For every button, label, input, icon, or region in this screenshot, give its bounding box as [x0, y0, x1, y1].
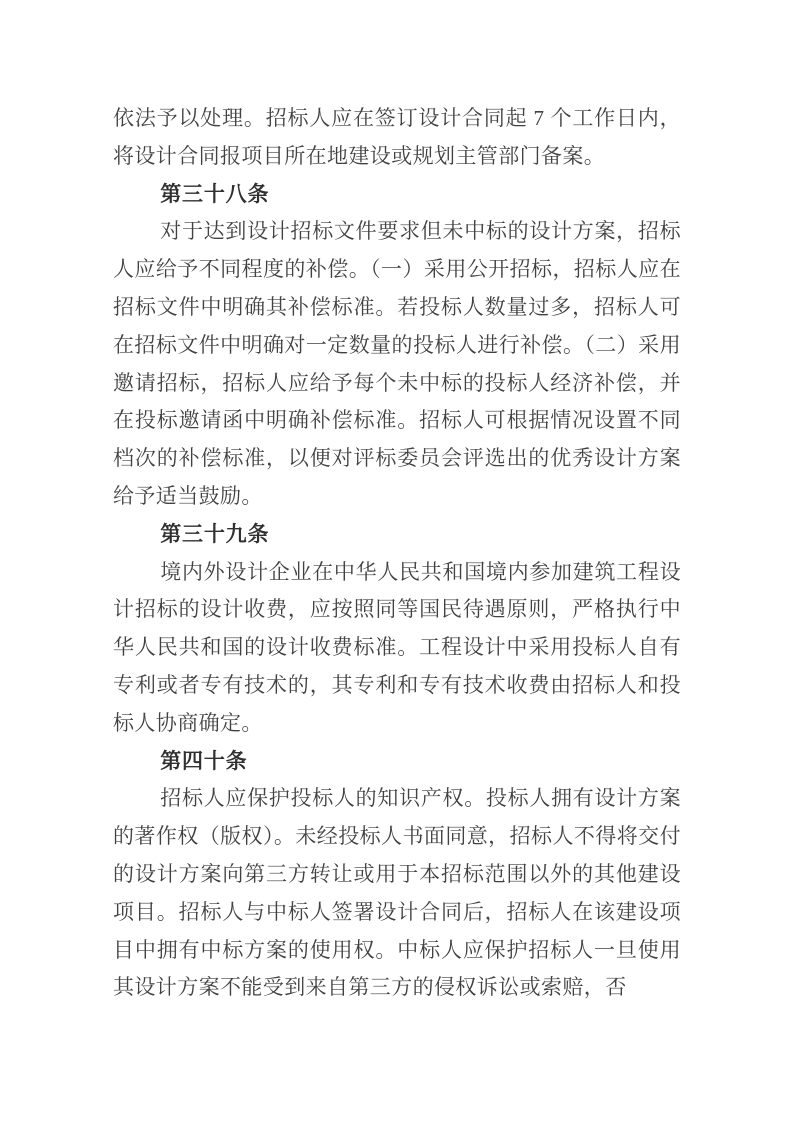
paragraph: 依法予以处理。招标人应在签订设计合同起 7 个工作日内，将设计合同报项目所在地建设或规划主管部门备案。 [113, 106, 681, 168]
article-heading: 第三十九条 [160, 521, 270, 546]
paragraph: 招标人应保护投标人的知识产权。投标人拥有设计方案的著作权（版权）。未经投标人书面同意，招标人不得将交付的设计方案向第三方转让或用于本招标范围以外的其他建设项目。招标人与中标人签署设计合同后，招标人在该建设项目中拥有中标方案的使用权。中标人应保护招标人一旦使用其设计方案不能受到来自第三方的侵权诉讼或索赔，否 [113, 786, 681, 1000]
paragraph: 境内外设计企业在中华人民共和国境内参加建筑工程设计招标的设计收费，应按照同等国民待遇原则，严格执行中华人民共和国的设计收费标准。工程设计中采用投标人自有专利或者专有技术的，其专利和专有技术收费由招标人和投标人协商确定。 [113, 559, 681, 735]
paragraph: 对于达到设计招标文件要求但未中标的设计方案，招标人应给予不同程度的补偿。（一）采用公开招标，招标人应在招标文件中明确其补偿标准。若投标人数量过多，招标人可在招标文件中明确对一定数量的投标人进行补偿。（二）采用邀请招标，招标人应给予每个未中标的投标人经济补偿，并在投标邀请函中明确补偿标准。招标人可根据情况设置不同档次的补偿标准，以便对评标委员会评选出的优秀设计方案给予适当鼓励。 [113, 219, 681, 508]
article-heading: 第四十条 [160, 748, 248, 773]
article-heading: 第三十八条 [160, 181, 270, 206]
document-text-block [113, 100, 681, 1007]
